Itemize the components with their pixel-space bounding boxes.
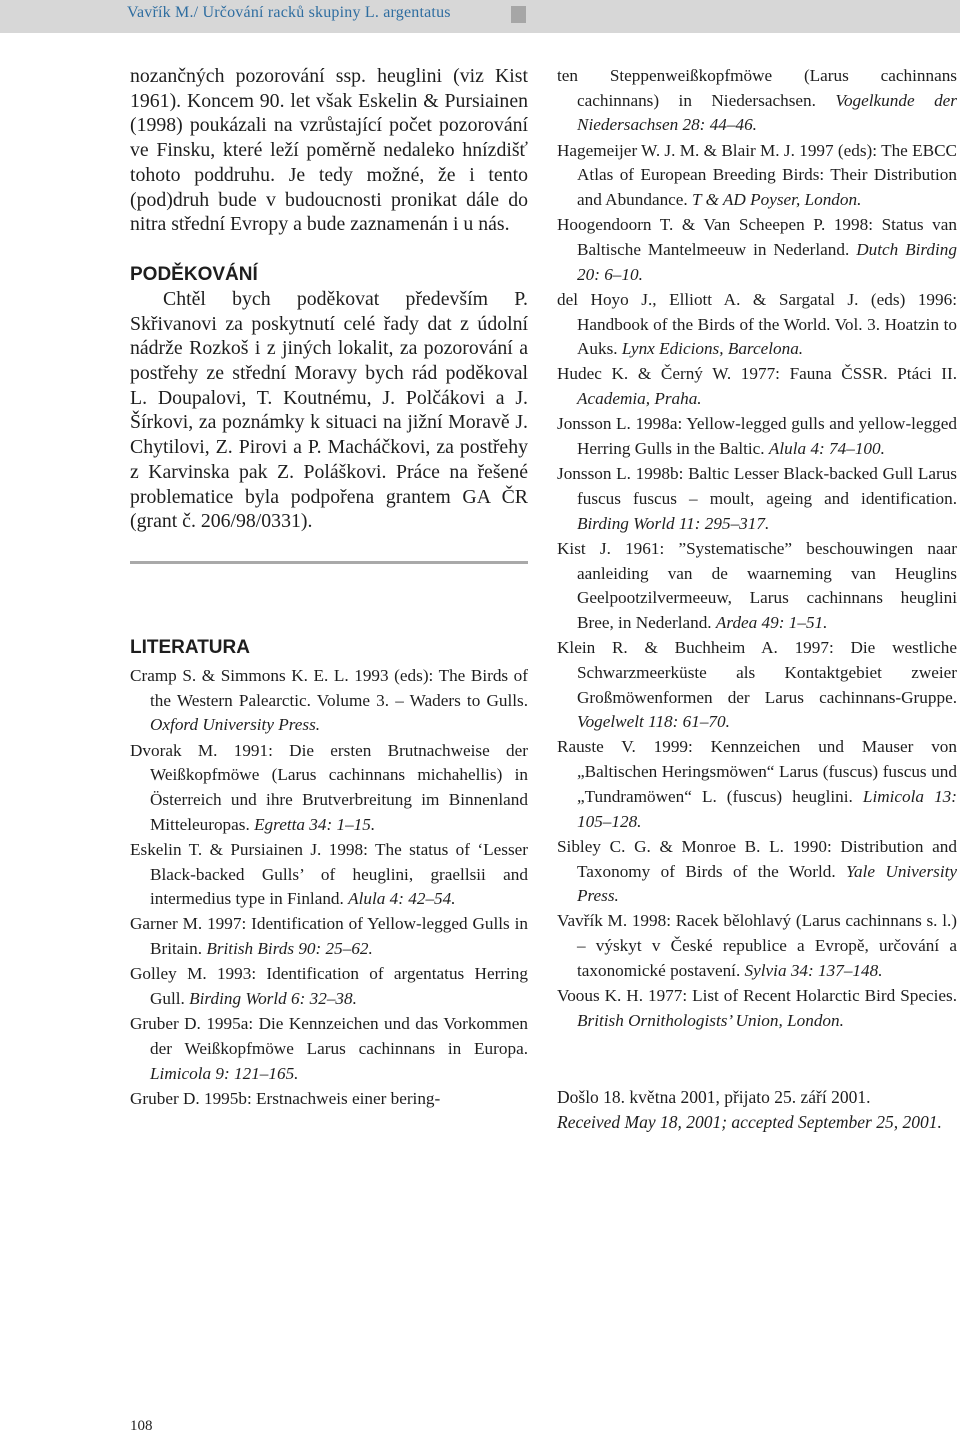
reference-item: Golley M. 1993: Identification of argentatus Herring Gull. Birding World 6: 32–38. bbox=[130, 964, 528, 1009]
reference-item: del Hoyo J., Elliott A. & Sargatal J. (eds) 1996: Handbook of the Birds of the World. Vol. 3. Hoatzin to Auks. Lynx Edicions, Barcelona. bbox=[557, 289, 957, 359]
acknowledgement-heading: PODĚKOVÁNÍ bbox=[130, 263, 258, 285]
received-english: Received May 18, 2001; accepted September 25, 2001. bbox=[557, 1112, 942, 1133]
reference-item: Jonsson L. 1998a: Yellow-legged gulls and yellow-legged Herring Gulls in the Baltic. Alula 4: 74–100. bbox=[557, 414, 957, 459]
reference-item: Vavřík M. 1998: Racek bělohlavý (Larus cachinnans s. l.) – výskyt v České republice a Evropě, určování a taxonomické postavení. Sylvia 34: 137–148. bbox=[557, 911, 957, 980]
reference-list-left bbox=[130, 664, 528, 1112]
reference-item: Jonsson L. 1998b: Baltic Lesser Black-backed Gull Larus fuscus fuscus – moult, ageing and identification. Birding World 11: 295–317. bbox=[557, 464, 957, 533]
running-title: Vavřík M./ Určování racků skupiny L. argentatus bbox=[127, 4, 451, 21]
received-dates bbox=[557, 1085, 957, 1134]
reference-item: Hudec K. & Černý W. 1977: Fauna ČSSR. Ptáci II. Academia, Praha. bbox=[557, 364, 957, 409]
section-divider bbox=[130, 561, 528, 564]
reference-list-right bbox=[557, 64, 957, 1033]
reference-item: Eskelin T. & Pursiainen J. 1998: The status of ‘Lesser Black-backed Gulls’ of heuglini, graellsii and intermedius type in Finland. Alula 4: 42–54. bbox=[130, 839, 528, 909]
reference-item: Cramp S. & Simmons K. E. L. 1993 (eds): The Birds of the Western Palearctic. Volume 3. – Waders to Gulls. Oxford University Press. bbox=[130, 665, 528, 735]
received-czech: Došlo 18. května 2001, přijato 25. září 2001. bbox=[557, 1087, 871, 1108]
body-paragraph: nozančných pozorování ssp. heuglini (viz Kist 1961). Koncem 90. let však Eskelin & Pursiainen (1998) poukázali na vzrůstající počet pozorování ve Finsku, které leží poměrně nedaleko hnízdišť tohoto poddruhu. Je tedy možné, že i tento (pod)druh bude v budoucnosti pronikat dále do nitra střední Evropy a bude zaznamenán i u nás. bbox=[130, 65, 528, 236]
reference-item: Rauste V. 1999: Kennzeichen und Mauser von „Baltischen Heringsmöwen“ Larus (fuscus) fuscus und „Tundramöwen“ L. (fuscus) heuglini. Limicola 13: 105–128. bbox=[557, 737, 957, 831]
header-marker bbox=[511, 6, 526, 23]
reference-item: Gruber D. 1995a: Die Kennzeichen und das Vorkommen der Weißkopfmöwe Larus cachinnans in Europa. Limicola 9: 121–165. bbox=[130, 1014, 528, 1083]
reference-item: Kist J. 1961: ”Systematische” beschouwingen naar aanleiding van de waarneming van Heuglins Geelpootzilvermeeuw, Larus cachinnans heuglini Bree, in Nederland. Ardea 49: 1–51. bbox=[557, 538, 957, 632]
reference-item: Sibley C. G. & Monroe B. L. 1990: Distribution and Taxonomy of Birds of the World. Yale University Press. bbox=[557, 836, 957, 906]
reference-item: Gruber D. 1995b: Erstnachweis einer bering- bbox=[130, 1088, 441, 1108]
reference-item: Klein R. & Buchheim A. 1997: Die westliche Schwarzmeerküste als Kontaktgebiet zweier Großmöwenformen der Larus cachinnans-Gruppe. Vogelwelt 118: 61–70. bbox=[557, 638, 957, 732]
reference-item: Garner M. 1997: Identification of Yellow-legged Gulls in Britain. British Birds 90: 25–62. bbox=[130, 914, 528, 959]
running-header bbox=[0, 0, 960, 33]
page-number: 108 bbox=[130, 1418, 153, 1434]
reference-item: Dvorak M. 1991: Die ersten Brutnachweise der Weißkopfmöwe (Larus cachinnans michahellis) in Österreich und ihre Brutverbreitung im Binnenland Mitteleuropas. Egretta 34: 1–15. bbox=[130, 740, 528, 834]
reference-item: Voous K. H. 1977: List of Recent Holarctic Bird Species. British Ornithologists’ Union, London. bbox=[557, 986, 957, 1030]
right-column bbox=[557, 64, 957, 1135]
reference-item: ten Steppenweißkopfmöwe (Larus cachinnans cachinnans) in Niedersachsen. Vogelkunde der Niedersachsen 28: 44–46. bbox=[557, 66, 957, 135]
reference-item: Hoogendoorn T. & Van Scheepen P. 1998: Status van Baltische Mantelmeeuw in Nederland. Dutch Birding 20: 6–10. bbox=[557, 215, 957, 284]
literature-heading: LITERATURA bbox=[130, 636, 250, 658]
left-column bbox=[130, 64, 528, 1112]
reference-item: Hagemeijer W. J. M. & Blair M. J. 1997 (eds): The EBCC Atlas of European Breeding Birds: Their Distribution and Abundance. T & AD Poyser, London. bbox=[557, 140, 957, 210]
acknowledgement-text: Chtěl bych poděkovat především P. Skřivanovi za poskytnutí celé řady dat z údolní nádrže Rozkoš i z jiných lokalit, za pozorování a postřehy ze střední Moravy bych rád poděkoval L. Doupalovi, T. Koutnému, J. Polčákovi a J. Šírkovi, za poznámky k situaci na jižní Moravě J. Chytilovi, Z. Pirovi a P. Macháčkovi, za postřehy z Karvinska pak Z. Poláškovi. Práce na řešené problematice byla podpořena grantem GA ČR (grant č. 206/98/0331). bbox=[130, 287, 528, 533]
